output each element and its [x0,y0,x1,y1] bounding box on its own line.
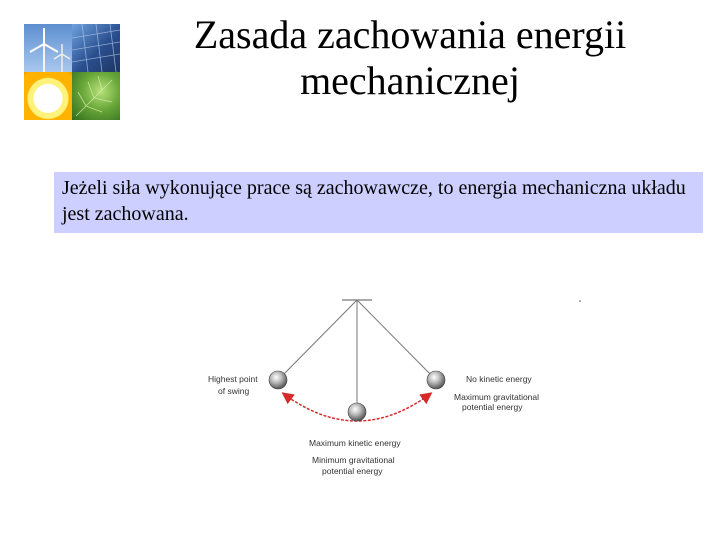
sun-icon [24,72,72,120]
title-line-2: mechanicznej [300,58,520,103]
pendulum-string-right [357,300,436,380]
right-label-2: Maximum gravitational [454,392,540,402]
title-line-1: Zasada zachowania energii [193,12,627,57]
left-label-2: of swing [218,386,250,396]
bottom-label-2: Minimum gravitational [312,455,395,465]
bottom-label-3: potential energy [322,466,383,476]
definition-text: Jeżeli siła wykonujące prace są zachowawcze, to energia mechaniczna układu jest zachowana. [62,177,686,225]
leaf-icon [72,72,120,120]
bottom-label-1: Maximum kinetic energy [309,438,401,448]
solar-panel-icon [72,24,120,72]
right-label-1: No kinetic energy [466,374,532,384]
pendulum-bob-center [348,403,366,421]
pendulum-bob-left [269,371,287,389]
definition-box [54,172,703,233]
page-title [140,12,680,104]
left-label-1: Highest point [208,374,258,384]
pendulum-svg [190,290,590,490]
stray-dot [579,300,581,302]
pendulum-string-left [278,300,357,380]
pendulum-diagram [190,290,590,490]
pendulum-bob-right [427,371,445,389]
right-label-3: potential energy [462,402,523,412]
logo [24,24,120,120]
wind-turbine-icon [24,24,72,72]
